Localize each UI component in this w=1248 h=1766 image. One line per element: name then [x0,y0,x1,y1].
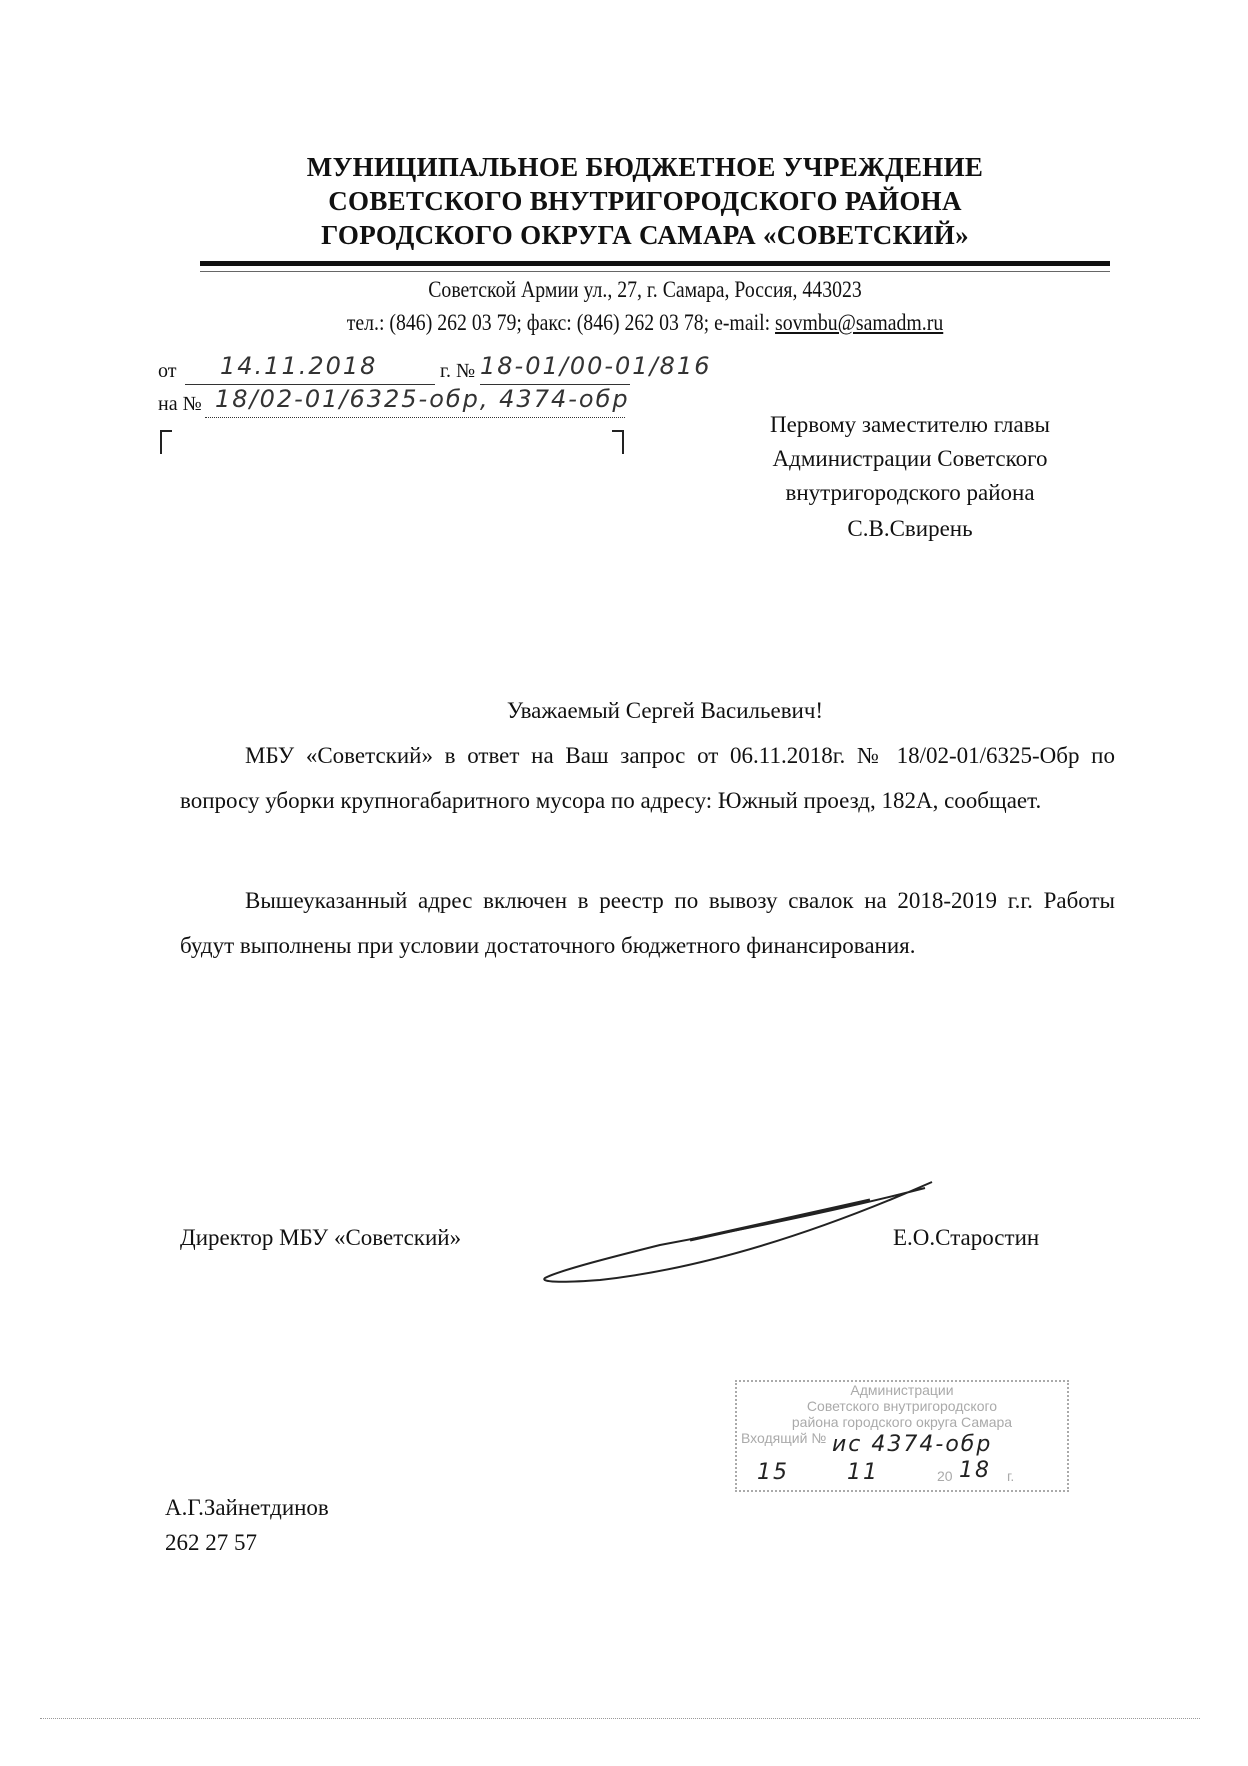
recipient-name: С.В.Свирень [847,516,973,541]
body-paragraph-1: МБУ «Советский» в ответ на Ваш запрос от 06.11.2018г. № 18/02-01/6325-Обр по вопросу уборки крупногабаритного мусора по адресу: Южный проезд, 182А, сообщает. [180,743,1115,813]
ref-line [205,417,625,418]
incoming-registration-stamp [735,1380,1069,1492]
stamp-line-1: Администрации [850,1382,954,1398]
greeting: Уважаемый Сергей Васильевич! [506,698,824,723]
date-handwritten: 14.11.2018 [220,352,378,380]
signature-name: Е.О.Старостин [893,1225,1040,1250]
org-contacts [90,310,1199,336]
recipient-line-2: Администрации Советского [772,446,1048,471]
executor-name: А.Г.Зайнетдинов [165,1495,329,1520]
ref-handwritten: 18/02-01/6325-обр, 4374-обр [215,385,630,413]
signature-scribble [540,1170,940,1290]
from-label: от [158,360,177,382]
stamp-year-prefix: 20 [937,1468,953,1484]
stamp-day: 15 [757,1460,789,1485]
stamp-incoming-label: Входящий № [741,1430,827,1446]
stamp-line-3: района городского округа Самара [791,1414,1013,1430]
corner-mark-left [160,430,172,454]
body-paragraph-2: Вышеуказанный адрес включен в реестр по вывозу свалок на 2018-2019 г.г. Работы будут выполнены при условии достаточного бюджетного финансирования. [180,888,1115,958]
stamp-line-2: Советского внутригородского [806,1398,998,1414]
number-label: г. № [440,360,476,382]
executor-phone: 262 27 57 [165,1530,257,1555]
recipient-line-1: Первому заместителю главы [769,412,1051,437]
corner-mark-right [612,430,624,454]
stamp-incoming-number: ис 4374-обр [832,1432,993,1457]
org-title-line-2: СОВЕТСКОГО ВНУТРИГОРОДСКОГО РАЙОНА [328,186,962,216]
org-address: Советской Армии ул., 27, г. Самара, Россия, 443023 [428,277,862,302]
stamp-month: 11 [847,1460,879,1485]
org-title-line-3: ГОРОДСКОГО ОКРУГА САМАРА «СОВЕТСКИЙ» [321,220,969,250]
header-rule-thick [200,261,1110,266]
recipient-line-3: внутригородского района [785,480,1035,505]
header-rule-thin [200,271,1110,272]
email-link[interactable]: sovmbu@samadm.ru [775,310,944,335]
org-title-line-1: МУНИЦИПАЛЬНОЕ БЮДЖЕТНОЕ УЧРЕЖДЕНИЕ [306,152,984,182]
signature-position: Директор МБУ «Советский» [180,1225,462,1250]
stamp-year-suffix: г. [1007,1468,1015,1484]
bottom-scan-line [40,1718,1200,1719]
contacts-text: тел.: (846) 262 03 79; факс: (846) 262 03 78; e-mail: [346,310,776,335]
stamp-year: 18 [959,1458,991,1483]
ref-label: на № [158,393,202,415]
number-handwritten: 18-01/00-01/816 [480,352,712,380]
